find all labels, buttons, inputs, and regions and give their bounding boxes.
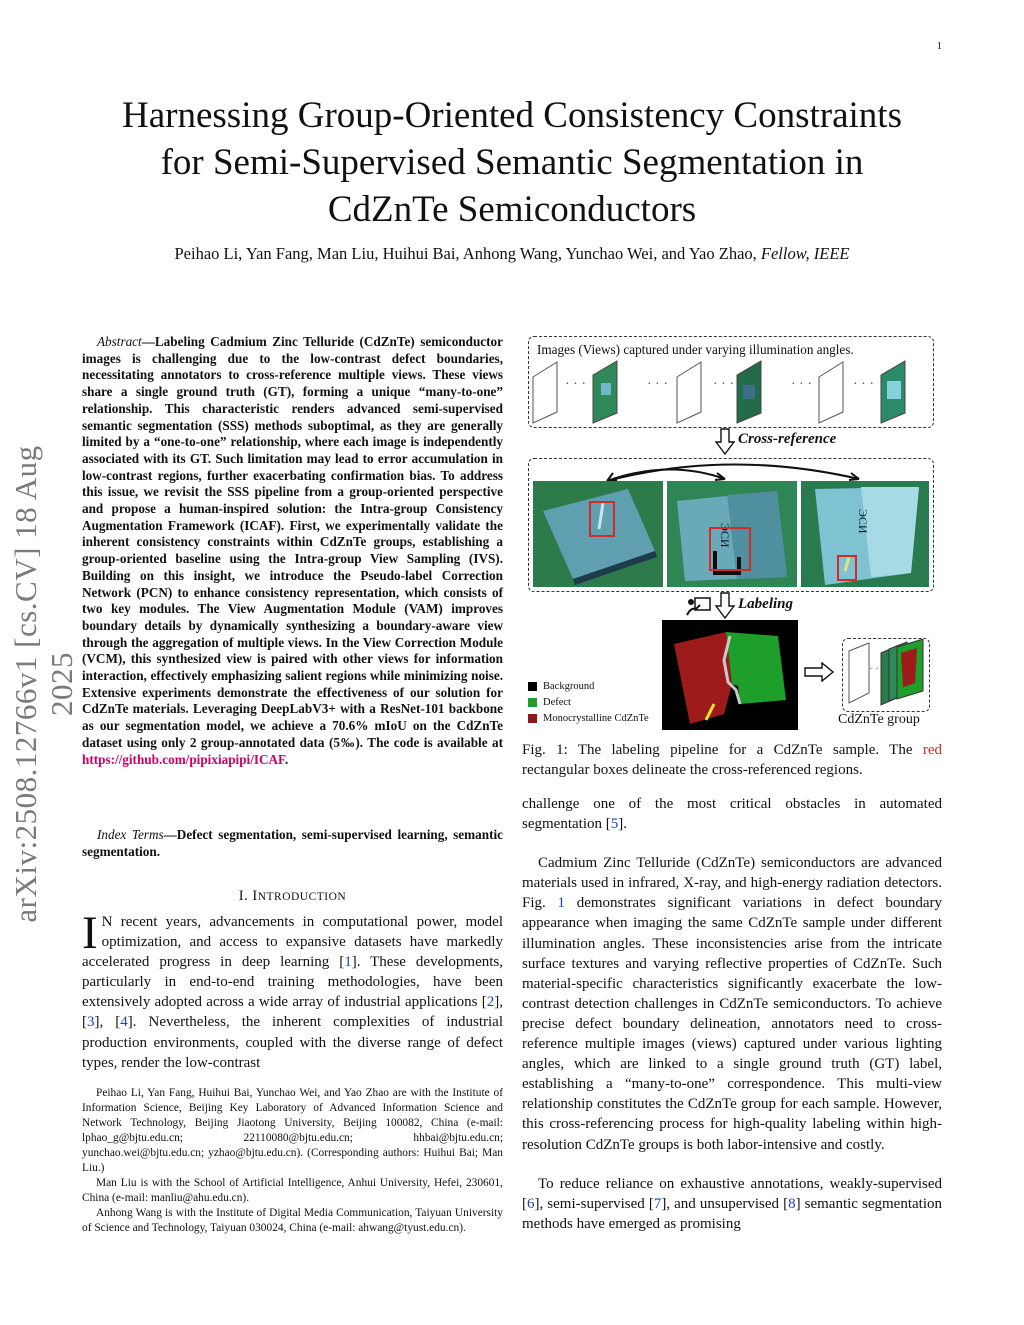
para-text: ], and unsupervised [ (661, 1195, 789, 1212)
legend-item (528, 694, 649, 710)
view-photo (881, 361, 905, 423)
para-text: To reduce reliance on exhaustive annotations, weakly-supervised [ (522, 1175, 942, 1212)
abstract-text: —Labeling Cadmium Zinc Telluride (CdZnTe) semiconductor images is challenging due to the low-contrast defect boundaries, necessitating annotators to cross-reference multiple views. These views share a single ground truth (GT), forming a unique “many-to-one” relationship. This characteristic renders advanced semi-supervised semantic segmentation (SSS) methods suboptimal, as they are generally limited by a “one-to-one” relationship, where each image is independently associated with its GT. Such limitation may lead to error accumulation in low-contrast regions, further exacerbating confirmation bias. To address this issue, we revisit the SSS pipeline from a group-oriented perspective and propose a human-inspired solution: the Intra-group Consistency Augmentation Framework (ICAF). First, we experimentally validate the inherent consistency constraints within CdZnTe groups, establishing a group-oriented baseline using the Intra-group View Sampling (IVS). Building on this insight, we introduce the Pseudo-label Correction Network (PCN) to enhance consistency representation, which consists of two key modules. The View Augmentation Module (VAM) improves boundary details by dynamically synthesizing a boundary-aware view through the aggregation of multiple views. In the View Correction Module (VCM), this synthesized view is paired with other views for information interaction, effectively emphasizing salient regions while minimizing noise. Extensive experiments demonstrate the effectiveness of our solution for CdZnTe materials. Leveraging DeepLabV3+ with a ResNet-101 backbone as our segmentation model, we achieve a 70.6% mIoU on the CdZnTe dataset using only 2 group-annotated data (5‰). The code is available at (82, 334, 503, 750)
svg-text:ЭСИ: ЭСИ (856, 509, 870, 534)
citation[interactable]: 6 (527, 1195, 535, 1212)
figure-1 (522, 334, 942, 732)
caption-red-word: red (922, 742, 942, 758)
ellipsis: · · · (713, 377, 734, 392)
section-heading (82, 888, 503, 905)
intro-paragraph (82, 907, 503, 1073)
cross-reference-panel (528, 458, 934, 592)
para-text: Cadmium Zinc Telluride (CdZnTe) semiconductors are advanced materials used in infrared, X-ray, and high-energy radiation detectors. Fig. (522, 855, 942, 912)
paragraph (522, 794, 942, 834)
intro-text: ]. Nevertheless, the inherent complexities of industrial production environments, coupled with the diverse range of defect types, render the low-contrast (82, 1014, 503, 1071)
arxiv-watermark: arXiv:2508.12766v1 [cs.CV] 18 Aug 2025 (8, 445, 79, 923)
gt-mask-drawing (662, 620, 798, 730)
citation[interactable]: 2 (486, 994, 495, 1011)
footnote: Anhong Wang is with the Institute of Digital Media Communication, Taiyuan University of Science and Technology, Taiyuan 030024, China (e-mail: ahwang@tyust.edu.cn). (82, 1207, 503, 1234)
abstract-end: . (284, 751, 289, 767)
title-line: for Semi-Supervised Semantic Segmentation in (160, 142, 864, 183)
legend-swatch (528, 682, 537, 691)
legend-item (528, 678, 649, 694)
index-terms-label: Index Terms (97, 827, 164, 842)
intro-text: ], [ (94, 1014, 121, 1031)
paragraph (522, 853, 942, 1154)
section-rest: NTRODUCTION (257, 891, 347, 903)
legend-label: Monocrystalline CdZnTe (543, 712, 649, 724)
caption-text: rectangular boxes delineate the cross-referenced regions. (522, 762, 863, 778)
legend-item (528, 710, 649, 726)
annotator-icon (686, 595, 712, 617)
citation[interactable]: 1 (344, 954, 352, 971)
ellipsis: · · · (647, 377, 668, 392)
cross-reference-label: Cross-reference (738, 431, 837, 447)
page-number: 1 (936, 40, 942, 52)
views-panel (528, 336, 934, 428)
title-line: CdZnTe Semiconductors (327, 189, 697, 230)
para-text: ]. (618, 816, 627, 833)
svg-text:ЭСИ: ЭСИ (718, 523, 732, 548)
footnote: Man Liu is with the School of Artificial Intelligence, Anhui University, Hefei, 230601, China (e-mail: manliu@ahu.edu.cn). (82, 1177, 503, 1204)
view-image-3 (801, 481, 929, 587)
legend-label: Background (543, 680, 595, 692)
para-text: ] semantic segmentation methods have emerged as promising (522, 1195, 942, 1232)
para-text: ], semi-supervised [ (534, 1195, 654, 1212)
citation[interactable]: 7 (653, 1195, 662, 1212)
down-arrow-icon (714, 428, 736, 456)
paper-title (60, 92, 964, 233)
intro-text: ]. These developments, particularly in end-to-end training methodologies, have been extensively adopted across a wide array of industrial applications [ (82, 954, 503, 1011)
title-line: Harnessing Group-Oriented Consistency Constraints (122, 95, 902, 136)
code-link[interactable]: https://github.com/pipixiapipi/ICAF (82, 751, 285, 767)
view-plain (819, 362, 843, 423)
views-caption: Images (Views) captured under varying illumination angles. (537, 342, 854, 357)
labeling-label: Labeling (738, 596, 793, 612)
ground-truth-mask (662, 620, 798, 730)
group-stack (843, 639, 929, 711)
intro-text: ], [ (82, 994, 503, 1031)
down-arrow-icon (714, 592, 736, 620)
cross-ref-box (589, 501, 615, 537)
caption-text: Fig. 1: The labeling pipeline for a CdZnTe sample. The (522, 742, 923, 758)
intro-text: N recent years, advancements in computational power, model optimization, and access to expansive datasets have markedly accelerated progress in deep learning [ (82, 914, 503, 971)
citation[interactable]: 5 (610, 816, 619, 833)
view-plain (533, 362, 557, 423)
authors: Peihao Li, Yan Fang, Man Liu, Huihui Bai, Anhong Wang, Yunchao Wei, and Yao Zhao, (174, 244, 757, 263)
view-image-1 (533, 481, 663, 587)
citation[interactable]: 8 (788, 1195, 796, 1212)
citation[interactable]: 4 (120, 1014, 128, 1031)
legend-swatch (528, 698, 537, 707)
footnote: Peihao Li, Yan Fang, Huihui Bai, Yunchao Wei, and Yao Zhao are with the Institute of Information Science, Beijing Key Laboratory of Advanced Information Science and Network Technology, Beijing Jiaotong University, Beijing 100082, China (e-mail: lphao_g@bjtu.edu.cn; 22110080@bjtu.edu.cn; hhbai@bjtu.edu.cn; yunchao.wei@bjtu.edu.cn; yzhao@bjtu.edu.cn). (Corresponding authors: Huihui Bai; Man Liu.) (82, 1087, 503, 1174)
abstract-label: Abstract (97, 334, 142, 349)
ellipsis: · · · (791, 377, 812, 392)
group-label: CdZnTe group (838, 712, 920, 727)
ellipsis: · · · (853, 377, 874, 392)
view-photo (593, 361, 617, 423)
citation[interactable]: 3 (87, 1014, 95, 1031)
legend (528, 678, 649, 726)
footnotes (82, 1086, 503, 1236)
drop-cap: I (82, 907, 98, 959)
section-number: I. (238, 888, 249, 904)
figure-ref[interactable]: 1 (557, 895, 565, 912)
section-first: I (252, 888, 258, 904)
abstract (82, 334, 503, 768)
figure-caption (522, 740, 942, 780)
author-fellow: Fellow, IEEE (760, 244, 850, 263)
author-list (60, 244, 964, 264)
view-plain (677, 362, 701, 423)
cdznte-group-box (842, 638, 930, 712)
para-text: demonstrates significant variations in defect boundary appearance when imaging the same CdZnTe sample under different illumination angles. These inconsistencies arise from the intricate surface textures and varying reflective properties of CdZnTe. Such material-specific characteristics significantly exacerbate the low-contrast detection challenges in CdZnTe semiconductors. To achieve precise defect boundary delineation, annotators need to cross-reference multiple images (views) captured under various lighting angles, which are linked to a single ground truth (GT) label, establishing a “many-to-one” correspondence. This multi-view relationship constitutes the CdZnTe group for each sample. However, this cross-referencing process for high-quality labeling within high-resolution CdZnTe groups is both labor-intensive and costly. (522, 895, 942, 1153)
index-terms (82, 827, 503, 860)
para-text: challenge one of the most critical obstacles in automated segmentation [ (522, 796, 942, 833)
ellipsis: · · · (565, 377, 586, 392)
right-body-text (522, 794, 942, 1253)
cross-ref-box (837, 555, 857, 581)
ellipsis: · · · (869, 663, 886, 675)
legend-label: Defect (543, 696, 571, 708)
view-photo (737, 361, 761, 423)
legend-swatch (528, 714, 537, 723)
index-terms-text: —Defect segmentation, semi-supervised learning, semantic segmentation. (82, 827, 503, 859)
cross-ref-box (709, 527, 751, 571)
right-arrow-icon (804, 662, 834, 682)
sample-photo (801, 481, 929, 587)
paragraph (522, 1174, 942, 1234)
view-image-2 (667, 481, 797, 587)
